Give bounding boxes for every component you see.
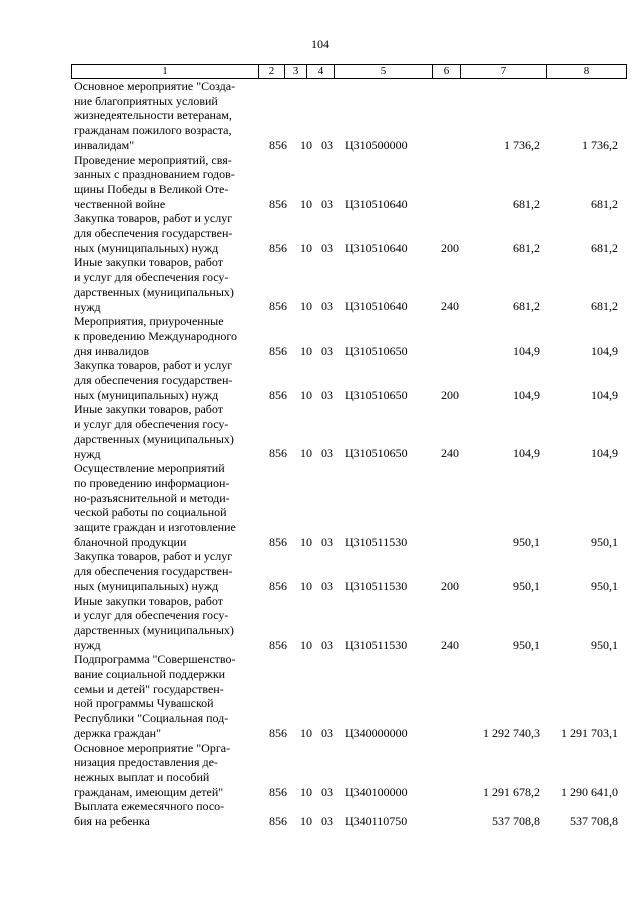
- cell-col-4: 03: [321, 534, 333, 549]
- description-line: для обеспечения государствен-: [74, 373, 233, 387]
- description-line: к проведению Международного: [74, 328, 238, 343]
- cell-col-7: 950,1: [513, 534, 540, 549]
- cell-col-3: 10: [300, 196, 312, 211]
- cell-col-5: Ц340100000: [345, 784, 408, 799]
- cell-col-7: 104,9: [513, 446, 540, 461]
- cell-col-4: 03: [321, 578, 333, 593]
- cell-col-7: 681,2: [513, 240, 540, 255]
- description-line: низация предоставления де-: [74, 755, 218, 770]
- row-description: [74, 314, 254, 358]
- column-header-1: 1: [71, 65, 258, 78]
- cell-col-6: 240: [441, 446, 459, 461]
- table-row: [0, 799, 640, 828]
- description-line: Выплата ежемесячного посо-: [74, 799, 225, 814]
- cell-col-8: 681,2: [591, 196, 618, 211]
- cell-col-8: 1 736,2: [582, 137, 618, 152]
- cell-col-8: 950,1: [591, 637, 618, 652]
- description-line: Иные закупки товаров, работ: [74, 593, 223, 608]
- table-row: [0, 211, 640, 255]
- description-line: нужд: [74, 446, 101, 461]
- description-line: Осуществление мероприятий: [74, 461, 225, 476]
- cell-col-4: 03: [321, 387, 333, 402]
- cell-col-2: 856: [269, 240, 287, 255]
- cell-col-7: 950,1: [513, 637, 540, 652]
- cell-col-4: 03: [321, 784, 333, 799]
- row-description: [74, 153, 254, 212]
- cell-col-5: Ц310511530: [345, 534, 408, 549]
- description-line: бланочной продукции: [74, 534, 187, 549]
- description-line: ной программы Чувашской: [74, 696, 214, 711]
- cell-col-8: 104,9: [591, 446, 618, 461]
- cell-col-8: 1 290 641,0: [561, 784, 618, 799]
- cell-col-8: 681,2: [591, 240, 618, 255]
- row-description: [74, 79, 254, 153]
- table-row: [0, 358, 640, 402]
- column-header-3: 3: [284, 65, 306, 78]
- cell-col-5: Ц310510650: [345, 387, 408, 402]
- table-row: [0, 652, 640, 740]
- cell-col-3: 10: [300, 343, 312, 358]
- cell-col-8: 950,1: [591, 534, 618, 549]
- cell-col-5: Ц310510650: [345, 343, 408, 358]
- cell-col-8: 950,1: [591, 578, 618, 593]
- cell-col-3: 10: [300, 446, 312, 461]
- cell-col-2: 856: [269, 196, 287, 211]
- description-line: Проведение мероприятий, свя-: [74, 152, 232, 167]
- cell-col-4: 03: [321, 299, 333, 314]
- cell-col-6: 240: [441, 299, 459, 314]
- description-line: занных с празднованием годов-: [74, 167, 235, 182]
- description-line: для обеспечения государствен-: [74, 226, 233, 240]
- cell-col-7: 1 291 678,2: [483, 784, 540, 799]
- cell-col-3: 10: [300, 387, 312, 402]
- cell-col-5: Ц340110750: [345, 813, 408, 828]
- row-description: [74, 652, 254, 740]
- description-line: для обеспечения государствен-: [74, 564, 233, 579]
- description-line: инвалидам": [74, 137, 135, 152]
- column-header-7: 7: [460, 65, 546, 78]
- cell-col-4: 03: [321, 196, 333, 211]
- row-description: [74, 461, 254, 549]
- description-line: по проведению информацион-: [74, 475, 230, 490]
- row-description: [74, 402, 254, 461]
- cell-col-4: 03: [321, 813, 333, 828]
- cell-col-4: 03: [321, 637, 333, 652]
- cell-col-7: 681,2: [513, 299, 540, 314]
- cell-col-4: 03: [321, 343, 333, 358]
- cell-col-2: 856: [269, 637, 287, 652]
- description-line: Иные закупки товаров, работ: [74, 255, 223, 270]
- row-description: [74, 358, 254, 402]
- cell-col-8: 1 291 703,1: [561, 725, 618, 740]
- description-line: бия на ребенка: [74, 814, 150, 828]
- cell-col-5: Ц310500000: [345, 137, 408, 152]
- description-line: семьи и детей" государствен-: [74, 681, 224, 696]
- description-line: Закупка товаров, работ и услуг: [74, 358, 233, 373]
- cell-col-5: Ц310510650: [345, 446, 408, 461]
- cell-col-4: 03: [321, 137, 333, 152]
- row-description: [74, 799, 254, 828]
- cell-col-7: 1 736,2: [504, 137, 540, 152]
- description-line: Республики "Социальная под-: [74, 711, 229, 726]
- table-row: [0, 79, 640, 153]
- cell-col-2: 856: [269, 784, 287, 799]
- cell-col-2: 856: [269, 343, 287, 358]
- page-number: 104: [311, 37, 329, 51]
- description-line: чественной войне: [74, 196, 166, 211]
- description-line: ных (муниципальных) нужд: [74, 578, 219, 593]
- cell-col-2: 856: [269, 725, 287, 740]
- cell-col-2: 856: [269, 446, 287, 461]
- row-description: [74, 211, 254, 255]
- column-header-2: 2: [258, 65, 284, 78]
- table-header: [71, 64, 627, 79]
- table-row: [0, 741, 640, 800]
- description-line: Основное мероприятие "Созда-: [74, 79, 236, 93]
- cell-col-8: 681,2: [591, 299, 618, 314]
- cell-col-7: 537 708,8: [492, 813, 540, 828]
- cell-col-6: 200: [441, 240, 459, 255]
- cell-col-5: Ц310510640: [345, 299, 408, 314]
- row-description: [74, 549, 254, 593]
- table-row: [0, 402, 640, 461]
- cell-col-8: 104,9: [591, 343, 618, 358]
- description-line: гражданам пожилого возраста,: [74, 123, 232, 138]
- description-line: Основное мероприятие "Орга-: [74, 740, 231, 755]
- column-header-8: 8: [546, 65, 627, 78]
- description-line: Подпрограмма "Совершенство-: [74, 652, 236, 667]
- description-line: дарственных (муниципальных): [74, 284, 234, 299]
- cell-col-6: 200: [441, 578, 459, 593]
- cell-col-7: 950,1: [513, 578, 540, 593]
- cell-col-8: 537 708,8: [570, 813, 618, 828]
- description-line: Закупка товаров, работ и услуг: [74, 549, 233, 564]
- table-row: [0, 314, 640, 358]
- description-line: ческой работы по социальной: [74, 505, 227, 520]
- description-line: нежных выплат и пособий: [74, 769, 210, 784]
- description-line: и услуг для обеспечения госу-: [74, 417, 229, 432]
- cell-col-5: Ц310511530: [345, 637, 408, 652]
- cell-col-4: 03: [321, 446, 333, 461]
- cell-col-3: 10: [300, 240, 312, 255]
- description-line: нужд: [74, 299, 101, 314]
- table-row: [0, 153, 640, 212]
- description-line: дарственных (муниципальных): [74, 622, 234, 637]
- cell-col-3: 10: [300, 578, 312, 593]
- cell-col-3: 10: [300, 534, 312, 549]
- description-line: Закупка товаров, работ и услуг: [74, 211, 233, 226]
- cell-col-3: 10: [300, 784, 312, 799]
- cell-col-7: 104,9: [513, 343, 540, 358]
- cell-col-2: 856: [269, 813, 287, 828]
- description-line: щины Победы в Великой Оте-: [74, 181, 229, 196]
- cell-col-3: 10: [300, 299, 312, 314]
- table-row: [0, 549, 640, 593]
- description-line: дня инвалидов: [74, 343, 150, 358]
- description-line: жизнедеятельности ветеранам,: [74, 108, 232, 123]
- row-description: [74, 594, 254, 653]
- table-row: [0, 255, 640, 314]
- cell-col-5: Ц340000000: [345, 725, 408, 740]
- description-line: вание социальной поддержки: [74, 667, 226, 681]
- description-line: гражданам, имеющим детей": [74, 784, 224, 799]
- description-line: дарственных (муниципальных): [74, 431, 234, 446]
- cell-col-5: Ц310510640: [345, 240, 408, 255]
- table-row: [0, 594, 640, 653]
- cell-col-6: 200: [441, 387, 459, 402]
- cell-col-3: 10: [300, 637, 312, 652]
- cell-col-3: 10: [300, 137, 312, 152]
- cell-col-4: 03: [321, 725, 333, 740]
- cell-col-2: 856: [269, 299, 287, 314]
- cell-col-2: 856: [269, 137, 287, 152]
- description-line: и услуг для обеспечения госу-: [74, 270, 229, 285]
- cell-col-8: 104,9: [591, 387, 618, 402]
- cell-col-2: 856: [269, 534, 287, 549]
- cell-col-3: 10: [300, 725, 312, 740]
- cell-col-7: 681,2: [513, 196, 540, 211]
- description-line: и услуг для обеспечения госу-: [74, 608, 229, 623]
- column-header-4: 4: [306, 65, 334, 78]
- table-row: [0, 461, 640, 549]
- cell-col-3: 10: [300, 813, 312, 828]
- description-line: ние благоприятных условий: [74, 93, 218, 108]
- cell-col-4: 03: [321, 240, 333, 255]
- description-line: ных (муниципальных) нужд: [74, 240, 219, 255]
- column-header-5: 5: [334, 65, 432, 78]
- description-line: Иные закупки товаров, работ: [74, 402, 223, 417]
- cell-col-2: 856: [269, 387, 287, 402]
- cell-col-7: 104,9: [513, 387, 540, 402]
- column-header-6: 6: [432, 65, 460, 78]
- description-line: нужд: [74, 637, 101, 652]
- cell-col-5: Ц310511530: [345, 578, 408, 593]
- cell-col-5: Ц310510640: [345, 196, 408, 211]
- description-line: Мероприятия, приуроченные: [74, 314, 224, 329]
- row-description: [74, 741, 254, 800]
- description-line: но-разъяснительной и методи-: [74, 490, 230, 505]
- row-description: [74, 255, 254, 314]
- description-line: защите граждан и изготовление: [74, 520, 236, 534]
- cell-col-6: 240: [441, 637, 459, 652]
- description-line: держка граждан": [74, 725, 161, 740]
- description-line: ных (муниципальных) нужд: [74, 387, 219, 402]
- cell-col-2: 856: [269, 578, 287, 593]
- cell-col-7: 1 292 740,3: [483, 725, 540, 740]
